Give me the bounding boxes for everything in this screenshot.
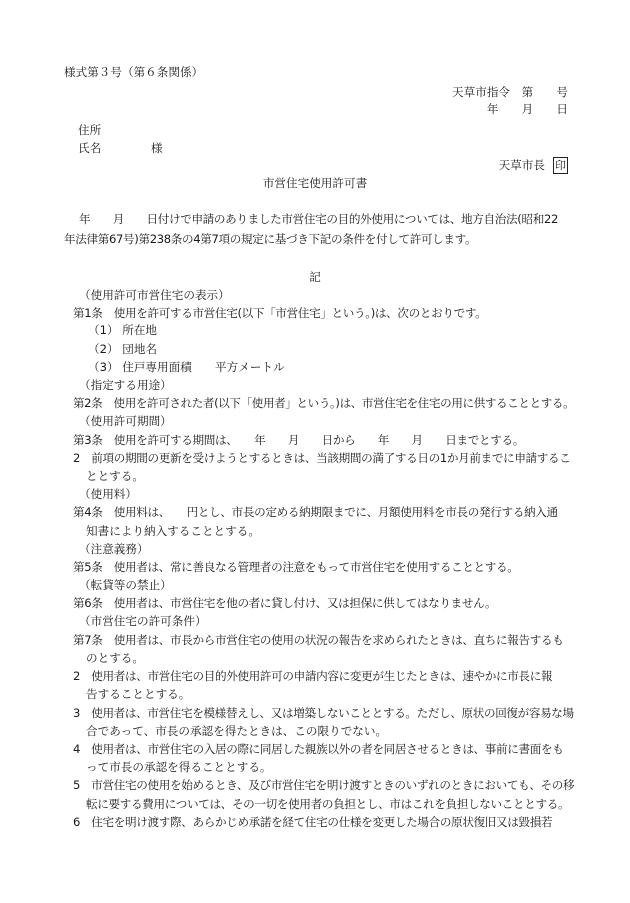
body-line: 合であって、市長の承認を得たときは、この限りでない。 [86,724,388,738]
body-line: 第1条 使用を許可する市営住宅(以下「市営住宅」という。)は、次のとおりです。 [73,306,487,320]
document-title: 市営住宅使用許可書 [262,176,368,190]
body-line: 第5条 使用者は、常に善良なる管理者の注意をもって市営住宅を使用することとする。 [73,560,519,574]
body-line: 告することとする。 [86,687,191,701]
body-line: 転に要する費用については、その一切を使用者の負担とし、市はこれを負担しないこととする。 [86,797,570,811]
body-line: のとする。 [86,651,144,665]
body-line: （2） 団地名 [88,342,158,356]
body-line: ととする。 [86,469,144,483]
body-line: 第4条 使用料は、 円とし、市長の定める納期限までに、月額使用料を市長の発行する納入通 [73,505,558,519]
body-line: （3） 住戸専用面積 平方メートル [88,360,285,374]
body-line: 第7条 使用者は、市長から市営住宅の使用の状況の報告を求められたときは、直ちに報告するも [73,633,564,647]
body-line: （市営住宅の許可条件） [79,614,207,628]
body-line: 第3条 使用を許可する期間は、 年 月 日から 年 月 日までとする。 [73,433,524,447]
body-line: （転貸等の禁止） [79,578,172,592]
honorific: 様 [151,141,163,155]
body-line: 2 前項の期間の更新を受けようとするときは、当該期間の満了する日の1か月前までに申請するこ [73,451,571,465]
name-label: 氏名 [78,141,102,155]
address-label: 住所 [78,123,102,137]
intro-line-1: 年 月 日付けで申請のありました市営住宅の目的外使用については、地方自治法(昭和22 [79,212,558,226]
form-label: 様式第３号（第６条関係） [64,65,204,79]
body-line: って市長の承認を得ることとする。 [86,760,272,774]
body-line: 4 使用者は、市営住宅の入居の際に同居した親族以外の者を同居させるときは、事前に書面をも [73,742,564,756]
body-line: 2 使用者は、市営住宅の目的外使用許可の申請内容に変更が生じたときは、速やかに市長に報 [73,669,553,683]
body-line: （1） 所在地 [88,323,158,337]
body-line: 第2条 使用を許可された者(以下「使用者」という。)は、市営住宅を住宅の用に供することとする。 [73,396,575,410]
body-line: 5 市営住宅の使用を始めるとき、及び市営住宅を明け渡すときのいずれのときにおいても、その移 [73,778,575,792]
body-line: （指定する用途） [79,378,172,392]
mayor-signature [499,157,568,174]
issue-date: 年 月 日 [486,102,568,116]
body-line: 第6条 使用者は、市営住宅を他の者に貸し付け、又は担保に供してはなりません。 [73,596,497,610]
intro-line-2: 年法律第67号)第238条の4第7項の規定に基づき下記の条件を付して許可します。 [64,232,477,246]
body-line: （使用料） [79,487,137,501]
seal-mark: 印 [555,159,566,172]
ki-heading: 記 [309,270,321,284]
body-line: 知書により納入することとする。 [86,524,260,538]
mayor-title: 天草市長 [498,158,545,172]
order-number: 天草市指令 第 号 [452,85,568,99]
body-line: （使用許可期間） [79,414,172,428]
body-line: 3 使用者は、市営住宅を模様替えし、又は増築しないこととする。ただし、原状の回復が容易な場 [73,706,574,720]
body-line: 6 住宅を明け渡す際、あらかじめ承諾を経て住宅の仕様を変更した場合の原状復旧又は毀損若 [73,815,553,829]
body-line: （注意義務） [79,542,149,556]
body-line: （使用許可市営住宅の表示） [79,288,230,302]
